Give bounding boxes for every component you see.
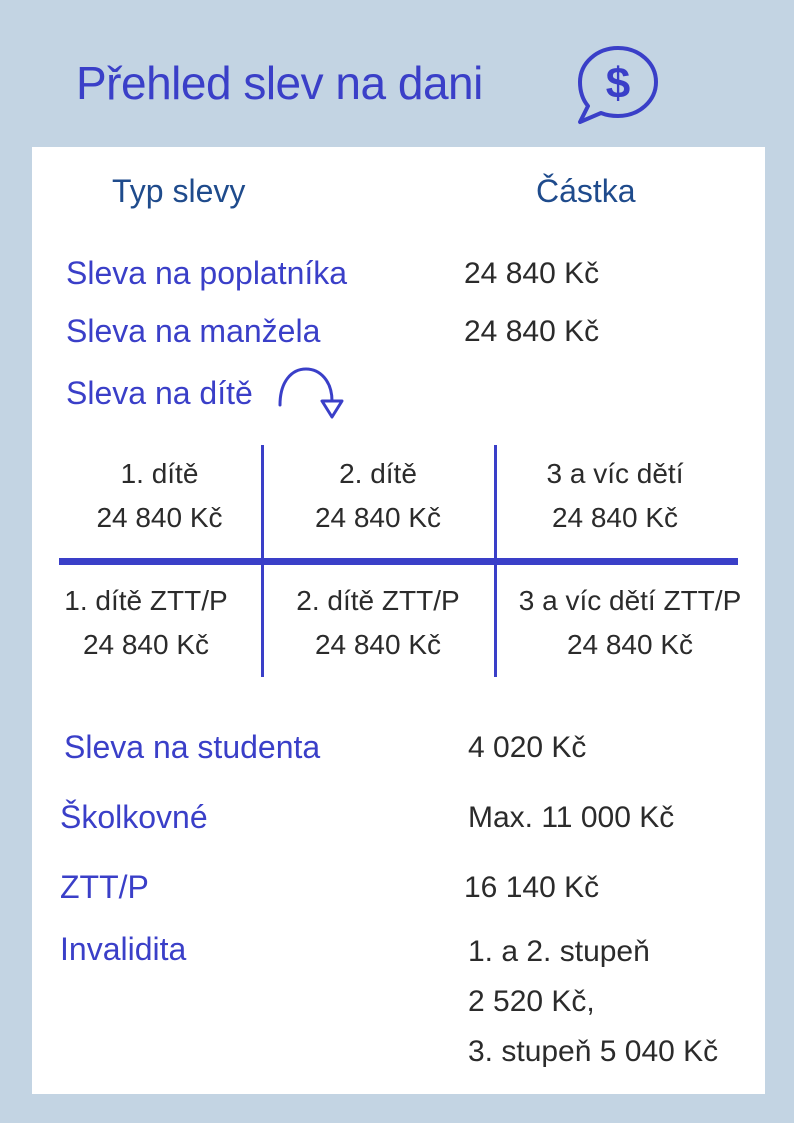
grid-cell-amount: 24 840 Kč [96, 502, 223, 533]
row-amount-student: 4 020 Kč [468, 731, 587, 764]
column-header-amount: Částka [536, 173, 636, 209]
column-header-type: Typ slevy [112, 173, 246, 209]
grid-cell-name: 1. dítě ZTT/P [64, 585, 228, 616]
row-amount-ztp: 16 140 Kč [464, 871, 600, 904]
invalidita-line: 3. stupeň 5 040 Kč [468, 1035, 719, 1068]
invalidita-line: 2 520 Kč, [468, 985, 595, 1018]
row-label-student: Sleva na studenta [64, 729, 321, 765]
grid-cell-dite-3 [500, 452, 730, 540]
row-amount-manzel: 24 840 Kč [464, 315, 600, 348]
row-label-manzel: Sleva na manžela [66, 313, 321, 349]
grid-cell-dite-2-ztp [265, 579, 491, 667]
grid-cell-amount: 24 840 Kč [566, 629, 694, 660]
row-amount-invalidita [468, 927, 718, 1077]
grid-cell-name: 1. dítě [120, 458, 199, 489]
grid-cell-dite-3-ztp [498, 579, 762, 667]
invalidita-line: 1. a 2. stupeň [468, 935, 650, 968]
grid-cell-dite-1-ztp [32, 579, 260, 667]
grid-cell-name: 3 a víc dětí [546, 458, 684, 489]
row-label-poplatnik: Sleva na poplatníka [66, 255, 348, 291]
svg-text:$: $ [605, 59, 631, 108]
discount-card [32, 147, 765, 1094]
grid-cell-amount: 24 840 Kč [314, 502, 442, 533]
grid-cell-name: 2. dítě [339, 458, 417, 489]
grid-cell-name: 2. dítě ZTT/P [296, 585, 460, 616]
grid-cell-amount: 24 840 Kč [314, 629, 442, 660]
row-amount-poplatnik: 24 840 Kč [464, 257, 600, 290]
grid-divider-horizontal [59, 558, 738, 565]
page-title: Přehled slev na dani [76, 57, 483, 109]
grid-cell-amount: 24 840 Kč [551, 502, 679, 533]
row-label-skolkovne: Školkovné [60, 799, 208, 835]
row-label-dite: Sleva na dítě [66, 375, 253, 411]
dollar-speech-bubble-icon [572, 42, 664, 128]
grid-cell-amount: 24 840 Kč [82, 629, 210, 660]
grid-cell-name: 3 a víc dětí ZTT/P [518, 585, 742, 616]
row-amount-skolkovne: Max. 11 000 Kč [468, 801, 675, 834]
curved-arrow-down-icon [274, 361, 354, 425]
grid-cell-dite-2 [267, 452, 489, 540]
grid-cell-dite-1 [62, 452, 257, 540]
row-label-ztp: ZTT/P [60, 869, 149, 905]
row-label-invalidita: Invalidita [60, 931, 187, 967]
